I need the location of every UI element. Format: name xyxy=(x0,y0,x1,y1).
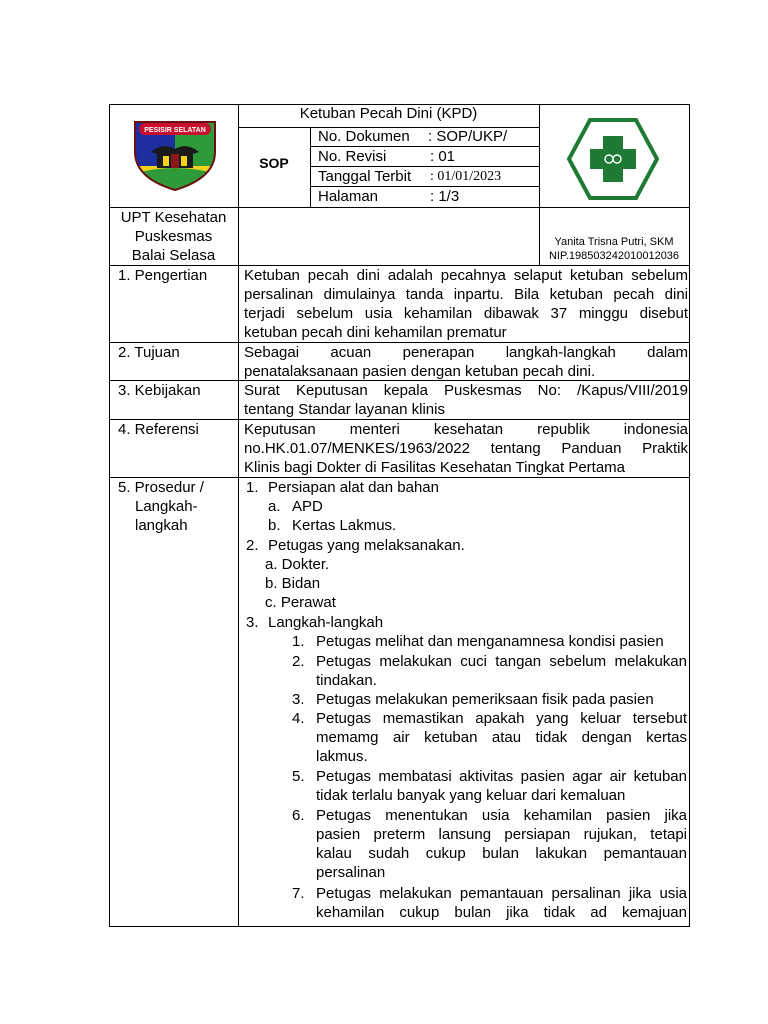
sop-divider xyxy=(310,127,311,207)
petugas-item: b. Bidan xyxy=(265,575,321,592)
meta-value-no-revisi: : 01 xyxy=(430,148,456,165)
section-label-prosedur-1: 5. Prosedur / xyxy=(118,479,204,496)
section-body-kebijakan xyxy=(244,381,688,419)
step-5 xyxy=(316,767,687,805)
step-line: Petugas melakukan pemeriksaan fisik pada pasien xyxy=(316,691,654,708)
list-number: 2. xyxy=(246,537,259,554)
step-line: Petugas membatasi aktivitas pasien agar air ketuban xyxy=(316,768,687,785)
list-marker: a. xyxy=(268,498,281,515)
step-number: 4. xyxy=(292,710,305,727)
body-line: tentang Standar layanan klinis xyxy=(244,401,445,418)
step-2 xyxy=(316,652,687,690)
section-body-pengertian xyxy=(244,266,688,342)
meta-label-no-revisi: No. Revisi xyxy=(318,148,387,165)
section-label-prosedur-3: langkah xyxy=(135,517,188,534)
step-line: Petugas melihat dan menganamnesa kondisi pasien xyxy=(316,633,664,650)
step-line: Petugas memastikan apakah yang keluar tersebut xyxy=(316,710,687,727)
meta-label-halaman: Halaman xyxy=(318,188,379,205)
body-line: Surat Keputusan kepala Puskesmas No: /Kapus/VIII/2019 xyxy=(244,382,688,399)
meta-value-halaman: : 1/3 xyxy=(430,188,460,205)
section-label-tujuan: 2. Tujuan xyxy=(118,344,180,361)
step-number: 3. xyxy=(292,691,305,708)
sop-label: SOP xyxy=(259,155,289,171)
step-line: tindakan. xyxy=(316,672,377,689)
step-line: lakmus. xyxy=(316,748,368,765)
table-border-right xyxy=(689,104,690,927)
table-border-bottom xyxy=(109,926,689,927)
section-label-pengertian: 1. Pengertian xyxy=(118,267,208,284)
step-1 xyxy=(316,632,687,651)
step-line: Petugas melakukan pemantauan persalinan jika usia xyxy=(316,885,687,902)
step-6 xyxy=(316,806,687,882)
list-marker: b. xyxy=(268,517,281,534)
section-label-kebijakan: 3. Kebijakan xyxy=(118,382,201,399)
column-divider xyxy=(238,104,239,927)
pesisir-selatan-logo xyxy=(133,116,217,192)
body-line: persalinan dimulainya tanda inpartu. Bila ketuban pecah dini xyxy=(244,286,688,303)
petugas-item: c. Perawat xyxy=(265,594,336,611)
step-number: 7. xyxy=(292,885,305,902)
step-line: persalinan xyxy=(316,864,386,881)
org-line-2: Puskesmas xyxy=(134,228,213,245)
section-body-tujuan xyxy=(244,343,688,381)
step-4 xyxy=(316,709,687,766)
body-line: Keputusan menteri kesehatan republik indonesia xyxy=(244,421,688,438)
step-7 xyxy=(316,884,687,922)
section-label-prosedur-2: Langkah- xyxy=(135,498,198,515)
body-line: Sebagai acuan penerapan langkah-langkah dalam xyxy=(244,344,688,361)
logo-text: PESISIR SELATAN xyxy=(144,127,206,134)
body-line: no.HK.01.07/MENKES/1963/2022 tentang Panduan Praktik xyxy=(244,440,688,457)
body-line: ketuban pecah dini kehamilan prematur xyxy=(244,324,507,341)
org-line-3: Balai Selasa xyxy=(131,247,216,264)
signer-nip: NIP.198503242010012036 xyxy=(548,250,680,262)
step-line: Petugas melakukan cuci tangan sebelum melakukan xyxy=(316,653,687,670)
section-label-referensi: 4. Referensi xyxy=(118,421,199,438)
meta-value-tanggal-terbit: : 01/01/2023 xyxy=(430,169,502,184)
list-number: 3. xyxy=(246,614,259,631)
meta-label-no-dokumen: No. Dokumen xyxy=(318,128,410,145)
step-number: 5. xyxy=(292,768,305,785)
step-number: 2. xyxy=(292,653,305,670)
step-line: kalau sudah cukup bulan lakukan pemantauan xyxy=(316,845,687,862)
step-line: kehamilan cukup bulan jika tidak ad kemajuan xyxy=(316,904,687,921)
step-number: 6. xyxy=(292,807,305,824)
meta-value-no-dokumen: : SOP/UKP/ xyxy=(428,128,508,145)
section-body-referensi xyxy=(244,420,688,477)
langkah-title: Langkah-langkah xyxy=(268,614,384,631)
list-number: 1. xyxy=(246,479,259,496)
meta-label-tanggal-terbit: Tanggal Terbit xyxy=(318,168,412,185)
step-line: Petugas menentukan usia kehamilan pasien jika xyxy=(316,807,687,824)
body-line: Klinis bagi Dokter di Fasilitas Kesehatan Tingkat Pertama xyxy=(244,459,626,476)
step-line: memamg air ketuban atau tidak dengan kertas xyxy=(316,729,687,746)
org-line-1: UPT Kesehatan xyxy=(120,209,227,226)
document-title: Ketuban Pecah Dini (KPD) xyxy=(299,105,478,122)
step-3 xyxy=(316,690,687,709)
persiapan-title: Persiapan alat dan bahan xyxy=(268,479,439,496)
step-number: 1. xyxy=(292,633,305,650)
petugas-item: a. Dokter. xyxy=(265,556,330,573)
step-line: tidak terlalu banyak yang keluar dari kemaluan xyxy=(316,787,626,804)
persiapan-item-apd: APD xyxy=(292,498,323,515)
body-line: terjadi sebelum usia kehamilan dibawak 37 minggu disebut xyxy=(244,305,688,322)
body-line: Ketuban pecah dini adalah pecahnya selaput ketuban sebelum xyxy=(244,267,688,284)
puskesmas-logo xyxy=(566,116,660,202)
signer-name: Yanita Trisna Putri, SKM xyxy=(554,236,674,248)
body-line: penatalaksanaan pasien dengan ketuban pecah dini. xyxy=(244,363,596,380)
step-line: pasien preterm lansung persiapan rujukan, tetapi xyxy=(316,826,687,843)
petugas-title: Petugas yang melaksanakan. xyxy=(268,537,465,554)
persiapan-item-lakmus: Kertas Lakmus. xyxy=(292,517,397,534)
